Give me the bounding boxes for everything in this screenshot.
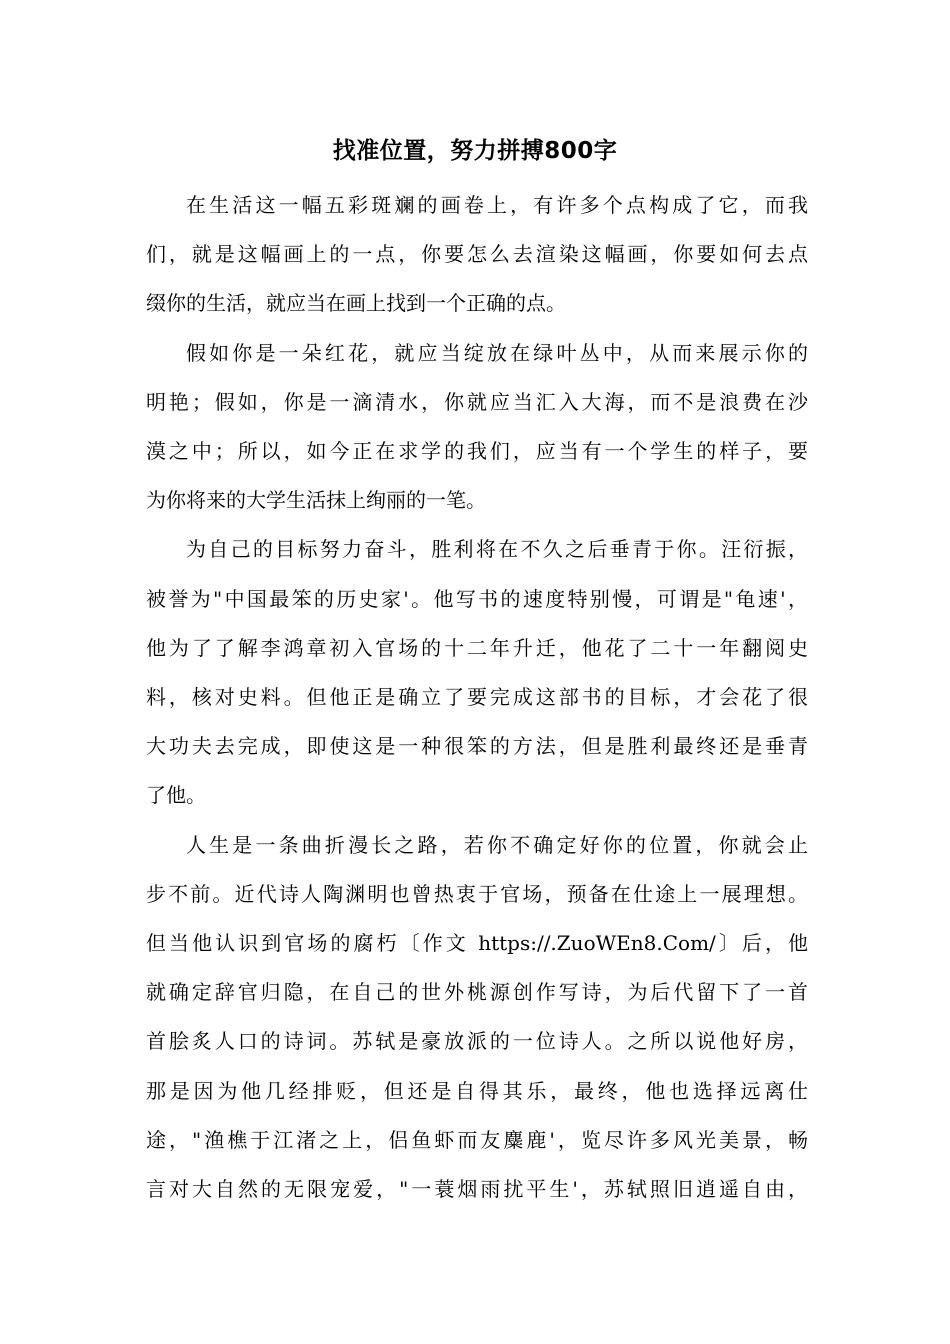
text-line: 假如你是一朵红花，就应当绽放在绿叶丛中，从而来展示你的	[186, 340, 808, 365]
text-line: 为你将来的大学生活抹上绚丽的一笔。	[146, 488, 486, 513]
text-line: 缀你的生活，就应当在画上找到一个正确的点。	[146, 291, 566, 316]
text-line: 人生是一条曲折漫长之路，若你不确定好你的位置，你就会止	[186, 832, 808, 857]
text-line: 首脍炙人口的诗词。苏轼是豪放派的一位诗人。之所以说他好房，	[146, 1029, 808, 1054]
paragraph-3	[146, 525, 808, 820]
paragraph-1	[146, 181, 808, 329]
text-line: 漠之中；所以，如今正在求学的我们，应当有一个学生的样子，要	[146, 439, 808, 464]
text-line: 那是因为他几经排贬，但还是自得其乐，最终，他也选择远离仕	[146, 1078, 808, 1103]
text-line: 为自己的目标努力奋斗，胜利将在不久之后垂青于你。汪衍振，	[186, 537, 808, 562]
text-line: 们，就是这幅画上的一点，你要怎么去渲染这幅画，你要如何去点	[146, 242, 808, 267]
paragraph-2	[146, 329, 808, 526]
text-line: 了他。	[146, 783, 206, 808]
text-line: 料，核对史料。但他正是确立了要完成这部书的目标，才会花了很	[146, 685, 808, 710]
document-title: 找准位置，努力拼搏800字	[332, 138, 618, 164]
text-line: 途，"渔樵于江渚之上，侣鱼虾而友麋鹿'，览尽许多风光美景，畅	[146, 1127, 808, 1152]
text-line: 就确定辞官归隐，在自己的世外桃源创作写诗，为后代留下了一首	[146, 980, 808, 1005]
document-body	[146, 181, 808, 1214]
text-line: 言对大自然的无限宠爱，"一蓑烟雨扰平生'，苏轼照旧逍遥自由，	[146, 1177, 808, 1202]
text-line: 他为了了解李鸿章初入官场的十二年升迁，他花了二十一年翻阅史	[146, 635, 808, 660]
text-line: 在生活这一幅五彩斑斓的画卷上，有许多个点构成了它，而我	[186, 193, 808, 217]
text-line: 步不前。近代诗人陶渊明也曾热衷于官场，预备在仕途上一展理想。	[146, 881, 808, 906]
text-line: 被誉为"中国最笨的历史家'。他写书的速度特别慢，可谓是"龟速'，	[146, 586, 808, 611]
text-line: 但当他认识到官场的腐朽〔作文 https://.ZuoWEn8.Com/〕后，他	[146, 931, 808, 956]
text-line: 明艳；假如，你是一滴清水，你就应当汇入大海，而不是浪费在沙	[146, 389, 808, 414]
paragraph-4	[146, 821, 808, 1215]
text-line: 大功夫去完成，即使这是一种很笨的方法，但是胜利最终还是垂青	[146, 734, 808, 759]
